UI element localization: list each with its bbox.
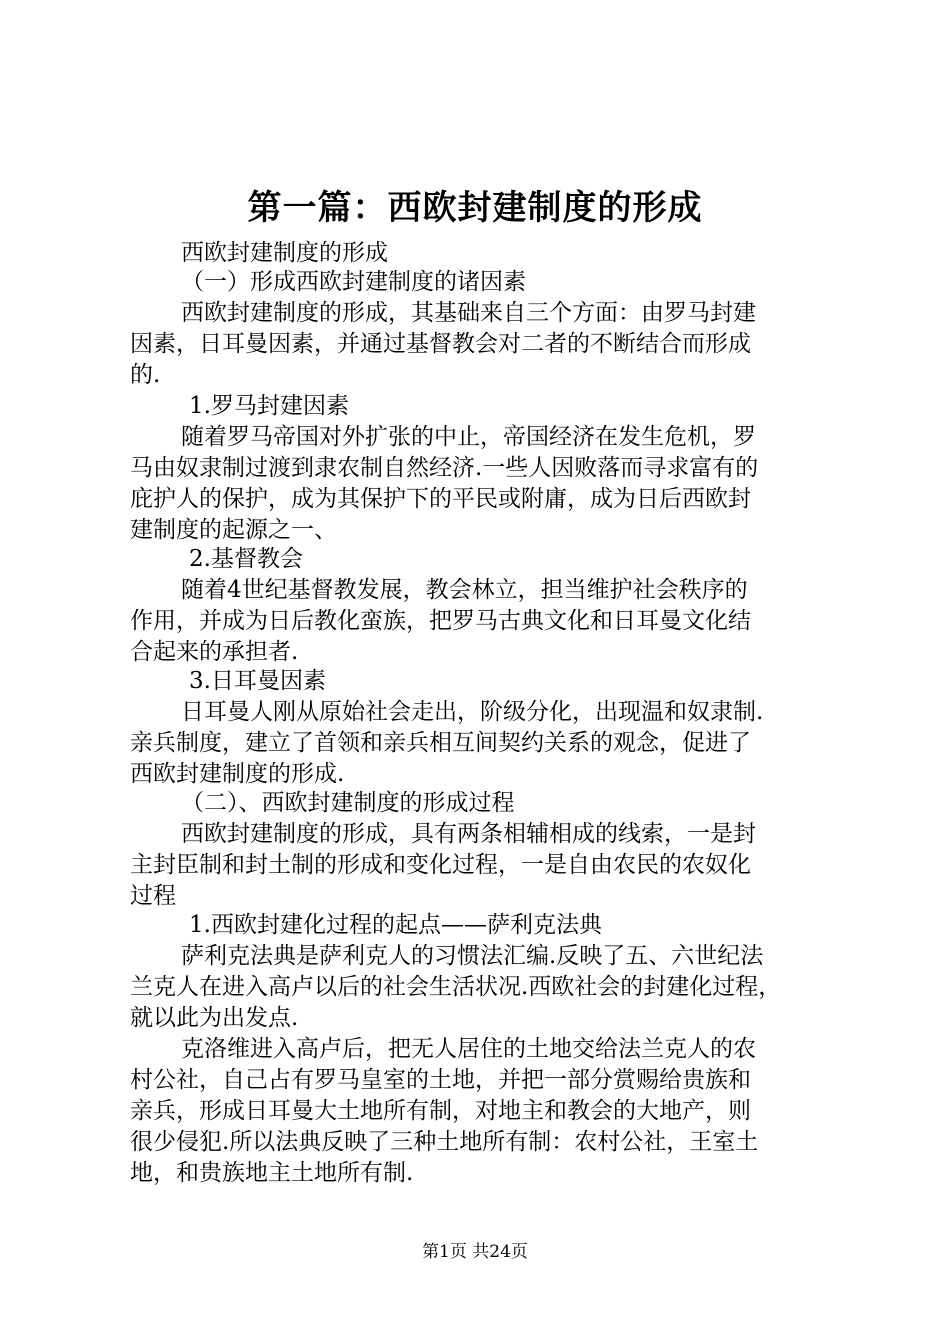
text-line: 马由奴隶制过渡到隶农制自然经济.一些人因败落而寻求富有的 (130, 455, 759, 481)
text-line: 西欧封建制度的形成 (181, 240, 388, 266)
page-number-footer: 第1页 共24页 (422, 1242, 528, 1262)
text-line: 萨利克法典是萨利克人的习惯法汇编.反映了五、六世纪法 (181, 943, 764, 969)
text-line: 随着罗马帝国对外扩张的中止，帝国经济在发生危机，罗 (181, 424, 756, 450)
text-line: 合起来的承担者. (130, 639, 299, 665)
text-line: 日耳曼人刚从原始社会走出，阶级分化，出现温和奴隶制. (181, 699, 764, 725)
text-line: 作用，并成为日后教化蛮族，把罗马古典文化和日耳曼文化结 (130, 608, 751, 634)
text-line: 西欧封建制度的形成. (130, 761, 345, 787)
text-line: 2.基督教会 (189, 546, 303, 572)
text-line: 就以此为出发点. (130, 1005, 299, 1031)
text-line: （一）形成西欧封建制度的诸因素 (181, 269, 526, 295)
text-line: 过程 (130, 883, 176, 909)
text-line: 克洛维进入高卢后，把无人居住的土地交给法兰克人的农 (181, 1036, 756, 1062)
text-line: 的. (130, 362, 161, 388)
text-line: 随着4世纪基督教发展，教会林立，担当维护社会秩序的 (181, 577, 748, 603)
text-line: 庇护人的保护，成为其保护下的平民或附庸，成为日后西欧封 (130, 486, 751, 512)
text-line: 因素，日耳曼因素，并通过基督教会对二者的不断结合而形成 (130, 331, 751, 357)
document-title: 第一篇：西欧封建制度的形成 (247, 188, 703, 228)
text-line: 亲兵，形成日耳曼大土地所有制，对地主和教会的大地产，则 (130, 1098, 751, 1124)
text-line: 村公社，自己占有罗马皇室的土地，并把一部分赏赐给贵族和 (130, 1067, 751, 1093)
text-line: 3.日耳曼因素 (189, 668, 326, 694)
text-line: 西欧封建制度的形成，其基础来自三个方面：由罗马封建 (181, 300, 756, 326)
text-line: 亲兵制度，建立了首领和亲兵相互间契约关系的观念，促进了 (130, 730, 751, 756)
text-line: 很少侵犯.所以法典反映了三种土地所有制：农村公社，王室土 (130, 1129, 759, 1155)
text-line: 1.罗马封建因素 (189, 393, 349, 419)
text-line: 建制度的起源之一、 (130, 517, 337, 543)
text-line: 兰克人在进入高卢以后的社会生活状况.西欧社会的封建化过程， (130, 974, 782, 1000)
text-line: 1.西欧封建化过程的起点——萨利克法典 (189, 912, 602, 938)
text-line: 地，和贵族地主土地所有制. (130, 1160, 414, 1186)
text-line: （二）、西欧封建制度的形成过程 (181, 790, 515, 816)
text-line: 西欧封建制度的形成，具有两条相辅相成的线索，一是封 (181, 821, 756, 847)
text-line: 主封臣制和封土制的形成和变化过程，一是自由农民的农奴化 (130, 852, 751, 878)
